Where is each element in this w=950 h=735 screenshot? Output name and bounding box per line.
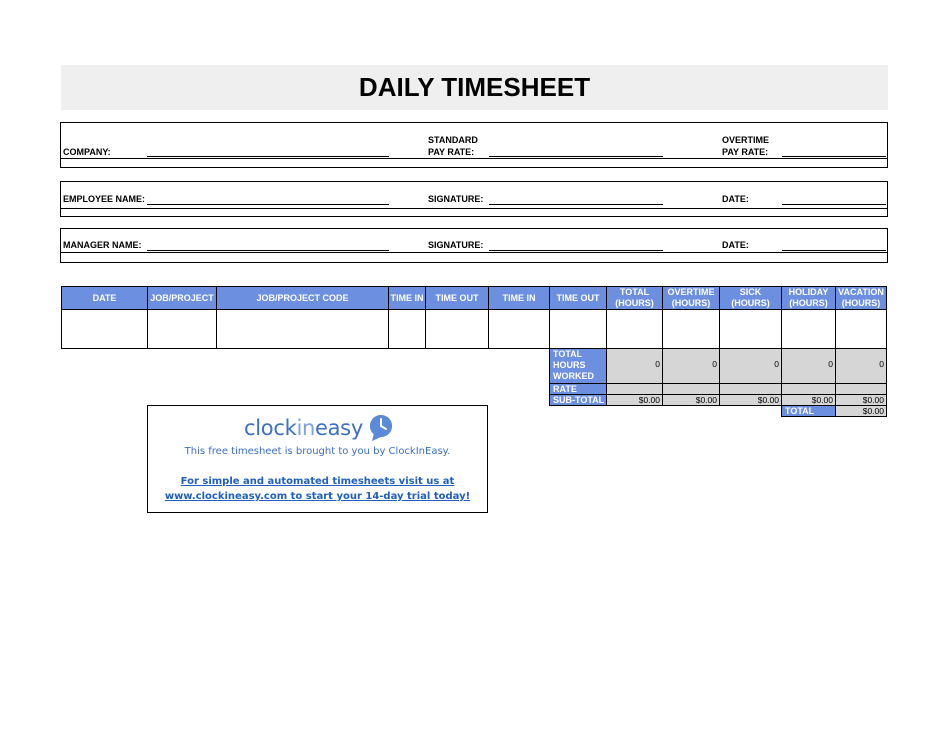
header-date: DATE	[61, 286, 148, 310]
cell-time-in-1[interactable]	[388, 309, 426, 349]
promo-text: This free timesheet is brought to you by ClockInEasy.	[184, 446, 451, 457]
header-job-project-code: JOB/PROJECT CODE	[216, 286, 389, 310]
divider	[61, 158, 887, 159]
cell-date[interactable]	[61, 309, 148, 349]
cell-overtime-hours[interactable]	[662, 309, 720, 349]
total-label: TOTAL	[781, 405, 836, 417]
cell-time-out-1[interactable]	[425, 309, 489, 349]
cell-sick-hours[interactable]	[719, 309, 782, 349]
logo-text-clock: clock	[244, 416, 297, 440]
logo-text-in: in	[296, 416, 315, 440]
subtotal-label: SUB-TOTAL	[549, 394, 607, 406]
sick-hours-value: 0	[719, 348, 782, 384]
cell-holiday-hours[interactable]	[781, 309, 836, 349]
total-value: $0.00	[835, 405, 887, 417]
header-job-project: JOB/PROJECT	[147, 286, 217, 310]
cell-job-project-code[interactable]	[216, 309, 389, 349]
employee-signature-label: SIGNATURE:	[428, 194, 484, 204]
header-time-in-1: TIME IN	[388, 286, 426, 310]
employee-date-field[interactable]	[782, 204, 886, 205]
header-holiday-hours: HOLIDAY (HOURS)	[781, 286, 836, 310]
cell-total-hours[interactable]	[606, 309, 663, 349]
employee-name-field[interactable]	[147, 204, 389, 205]
divider	[61, 252, 887, 253]
manager-signature-label: SIGNATURE:	[428, 240, 484, 250]
clock-pin-icon	[368, 414, 394, 442]
title-bar	[61, 65, 888, 110]
total-hours-worked-label: TOTAL HOURS WORKED	[549, 348, 607, 384]
vacation-hours-value: 0	[835, 348, 887, 384]
subtotal-holiday: $0.00	[781, 394, 836, 406]
logo-text-easy: easy	[314, 416, 363, 440]
subtotal-total: $0.00	[606, 394, 663, 406]
manager-date-field[interactable]	[782, 250, 886, 251]
manager-signature-field[interactable]	[489, 250, 663, 251]
employee-name-label: EMPLOYEE NAME:	[63, 194, 146, 204]
holiday-hours-value: 0	[781, 348, 836, 384]
company-box	[60, 122, 888, 168]
manager-date-label: DATE:	[722, 240, 749, 250]
header-sick-hours: SICK (HOURS)	[719, 286, 782, 310]
header-vacation-hours: VACATION (HOURS)	[835, 286, 887, 310]
subtotal-overtime: $0.00	[662, 394, 720, 406]
manager-name-field[interactable]	[147, 250, 389, 251]
overtime-label-2: PAY RATE:	[722, 147, 769, 157]
promo-link-line-2[interactable]: www.clockineasy.com to start your 14-day trial today!	[164, 491, 471, 502]
total-hours-value: 0	[606, 348, 663, 384]
employee-date-label: DATE:	[722, 194, 749, 204]
cell-vacation-hours[interactable]	[835, 309, 887, 349]
promo-link-line-1[interactable]: For simple and automated timesheets visit us at	[180, 476, 455, 487]
header-overtime-hours: OVERTIME (HOURS)	[662, 286, 720, 310]
company-field[interactable]	[147, 156, 389, 157]
manager-box	[60, 228, 888, 263]
header-time-in-2: TIME IN	[488, 286, 550, 310]
overtime-pay-rate-field[interactable]	[782, 156, 886, 157]
standard-pay-rate-field[interactable]	[489, 156, 663, 157]
header-time-out-2: TIME OUT	[549, 286, 607, 310]
header-total-hours: TOTAL (HOURS)	[606, 286, 663, 310]
overtime-hours-value: 0	[662, 348, 720, 384]
cell-job-project[interactable]	[147, 309, 217, 349]
subtotal-vacation: $0.00	[835, 394, 887, 406]
overtime-label-1: OVERTIME	[722, 135, 770, 145]
logo-text	[244, 416, 363, 440]
divider	[61, 208, 887, 209]
employee-signature-field[interactable]	[489, 204, 663, 205]
header-time-out-1: TIME OUT	[425, 286, 489, 310]
cell-time-in-2[interactable]	[488, 309, 550, 349]
promo-box	[147, 405, 488, 513]
subtotal-sick: $0.00	[719, 394, 782, 406]
cell-time-out-2[interactable]	[549, 309, 607, 349]
standard-label-1: STANDARD	[428, 135, 478, 145]
page-title: DAILY TIMESHEET	[358, 72, 591, 102]
clockineasy-logo	[244, 414, 394, 442]
standard-label-2: PAY RATE:	[428, 147, 475, 157]
employee-box	[60, 181, 888, 217]
company-label: COMPANY:	[63, 147, 111, 157]
rate-label: RATE	[549, 383, 607, 395]
manager-name-label: MANAGER NAME:	[63, 240, 142, 250]
